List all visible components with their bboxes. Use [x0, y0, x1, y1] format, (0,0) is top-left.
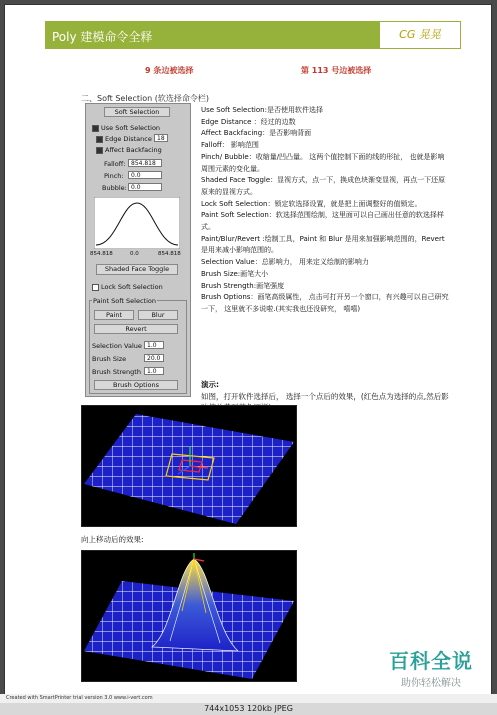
curve-right-label: 854.818 — [158, 251, 181, 257]
rollout-title-button[interactable]: Soft Selection — [104, 107, 170, 117]
desc-edge-distance: Edge Distance ：经过的边数 — [201, 117, 296, 126]
viewer-footer — [0, 694, 497, 715]
pinch-field[interactable]: 0.0 — [128, 171, 162, 179]
desc-pinch-bubble: Pinch/ Bubble：收缩量/凹凸量。 这两个值控制下面的线的形扯， 也就是影响周围元素的变化量。 — [201, 152, 445, 173]
paint-group-label: Paint Soft Selection — [93, 297, 156, 305]
header-title: Poly 建模命令全释 — [52, 30, 153, 44]
lock-soft-checkbox[interactable] — [92, 284, 99, 291]
use-soft-checkbox[interactable] — [92, 125, 99, 132]
selection-value-label: Selection Value — [92, 342, 142, 350]
desc-use-soft: Use Soft Selection:是否使用软件选择 — [201, 106, 323, 114]
image-info-bar: 744x1053 120kb JPEG — [0, 703, 497, 715]
paint-button[interactable]: Paint — [94, 310, 134, 320]
watermark-sub: 助你轻松解决 — [401, 678, 461, 689]
use-soft-label: Use Soft Selection — [101, 124, 161, 132]
moved-up-caption: 向上移动后的效果: — [81, 535, 144, 544]
watermark-main: 百科全说 — [389, 649, 473, 673]
desc-affect-backfacing: Affect Backfacing：是否影响背面 — [201, 129, 312, 138]
caption-right: 第 113 号边被选择 — [301, 66, 372, 75]
blur-button[interactable]: Blur — [138, 310, 178, 320]
falloff-curve-graph — [94, 197, 180, 249]
brush-strength-field[interactable]: 1.0 — [144, 367, 164, 375]
desc-paint-blur-revert: Paint/Blur/Revert :绘制工具，Paint 和 Blur 是用来加强影响范围的，Revert 是用来减小影响范围的。 — [201, 234, 445, 255]
falloff-label: Falloff: — [104, 160, 126, 168]
demo-heading: 演示: — [201, 380, 219, 389]
desc-brush-strength: Brush Strength:画笔强度 — [201, 281, 285, 290]
affect-backfacing-checkbox[interactable] — [96, 147, 103, 154]
brush-size-label: Brush Size — [92, 355, 127, 363]
brush-size-field[interactable]: 20.0 — [144, 354, 164, 362]
selection-value-field[interactable]: 1.0 — [144, 341, 164, 349]
affect-backfacing-label: Affect Backfacing — [105, 146, 162, 154]
soft-selection-panel — [85, 103, 191, 397]
baike-watermark — [389, 645, 473, 689]
pinch-label: Pinch: — [104, 172, 124, 180]
created-with-text: Created with SmartPrinter trial version 3.0 www.i-vert.com — [6, 695, 153, 701]
brush-strength-label: Brush Strength — [92, 368, 141, 376]
falloff-field[interactable]: 854.818 — [128, 159, 162, 167]
desc-paint-soft: Paint Soft Selection：软选择范围绘制，这里面可以自己画出任意的软选择样式。 — [201, 211, 444, 232]
revert-button[interactable]: Revert — [94, 324, 178, 334]
mesh-image-raised — [81, 550, 297, 682]
lock-soft-label: Lock Soft Selection — [101, 283, 163, 291]
curve-left-label: 854.818 — [90, 251, 113, 257]
bubble-field[interactable]: 0.0 — [128, 183, 162, 191]
desc-selection-value: Selection Value：总影响力， 用来定义绘制的影响力 — [201, 258, 369, 267]
brush-options-button[interactable]: Brush Options — [94, 380, 178, 390]
desc-shaded-toggle: Shaded Face Toggle：显视方式，点一下，换成色块渐变显视，再点一下还原原来的显视方式。 — [201, 176, 446, 196]
mesh-image-flat — [81, 405, 297, 527]
desc-brush-size: Brush Size:画笔大小 — [201, 269, 269, 278]
shaded-face-toggle-button[interactable]: Shaded Face Toggle — [96, 264, 178, 275]
parameter-descriptions — [201, 105, 451, 316]
desc-lock-soft: Lock Soft Selection：锁定软选择设置，就是把上面调整好的值锁定。 — [201, 199, 422, 208]
edge-distance-label: Edge Distance — [105, 135, 152, 143]
edge-distance-checkbox[interactable] — [96, 136, 103, 143]
section-title: 二、Soft Selection (软选择命令栏) — [81, 94, 209, 103]
desc-brush-options: Brush Options：画笔高级属性， 点击可打开另一个窗口，有兴趣可以自己研究一下， 这里就不多说啦.(其实我也还没研究， 嘻嘻) — [201, 293, 449, 313]
caption-left: 9 条边被选择 — [145, 66, 194, 75]
page-header — [45, 21, 461, 49]
demo-text: 如图，打开软件选择后， 选择一个点后的效果，(红色点为选择的点,然后影 — [201, 391, 449, 401]
desc-falloff: Falloff： 影响范围 — [201, 141, 259, 150]
brand-label: CG 晃晃 — [379, 21, 461, 49]
document-page — [4, 4, 492, 696]
edge-distance-field[interactable]: 18 — [154, 134, 168, 142]
bubble-label: Bubble: — [102, 184, 127, 192]
curve-mid-label: 0.0 — [130, 251, 139, 257]
